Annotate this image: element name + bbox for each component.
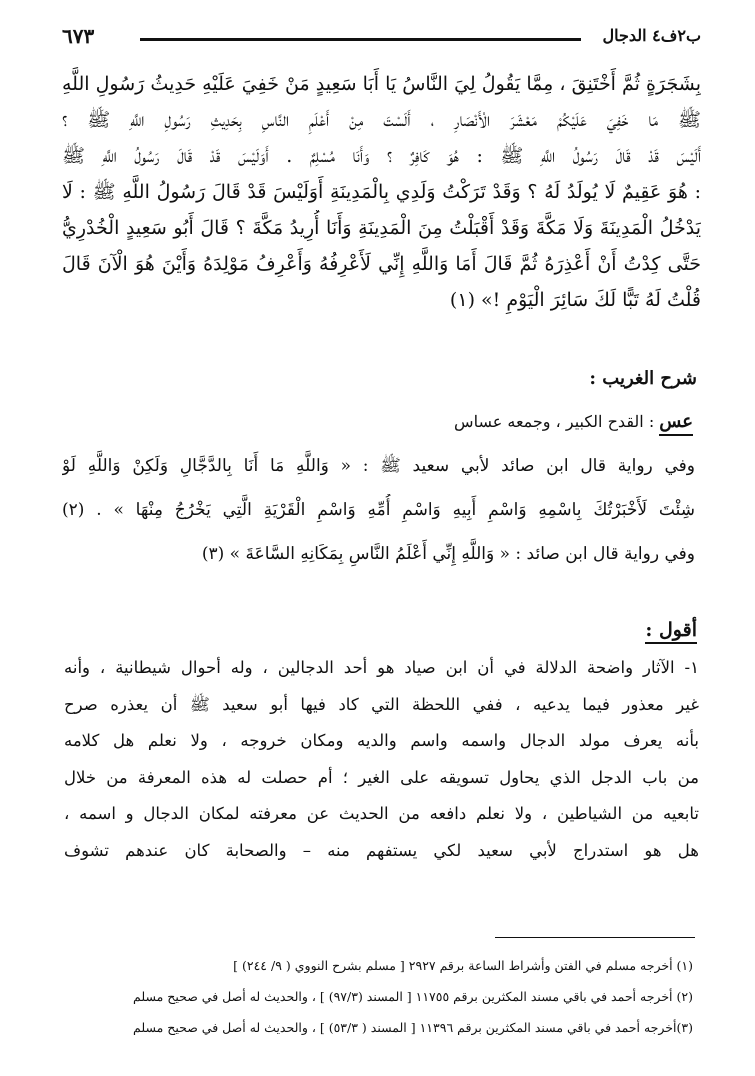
footnotes [62, 950, 693, 1043]
riwaya-line: وفي رواية قال ابن صائد لأبي سعيد ﷺ : « وَاللَّهِ مَا أَنَا بِالدَّجَّالِ وَلَكِنْ وَاللَّهِ لَوْ [62, 456, 695, 476]
footnote-separator [495, 937, 695, 938]
header-rule [140, 38, 581, 41]
chapter-title: ب٢ف٤ الدجال [602, 26, 701, 45]
page-number: ٦٧٣ [62, 24, 95, 48]
gharib-definition: : القدح الكبير ، وجمعه عساس [454, 412, 655, 431]
hadith-text [62, 66, 701, 318]
riwaya-line: وفي رواية قال ابن صائد : « وَاللَّهِ إِنِّي أَعْلَمُ النَّاسِ بِمَكَانِهِ السَّاعَةَ » (٣) [201, 544, 695, 564]
aqoul-text [64, 650, 699, 869]
hadith-line: حَتَّى كِدْتُ أَنْ أَعْذِرَهُ ثُمَّ قَالَ أَمَا وَاللَّهِ إِنِّي لَأَعْرِفُهُ وَأَعْرِفُ مَوْلِدَهُ وَأَيْنَ هُوَ الْآنَ قَالَ [62, 253, 701, 275]
hadith-line: ﷺ مَا خَفِيَ عَلَيْكُمْ مَعْشَرَ الْأَنْصَارِ ، أَلَسْتَ مِنْ أَعْلَمِ النَّاسِ بِحَدِيثِ رَسُولِ اللَّهِ ﷺ ؟ [62, 109, 701, 131]
hadith-line: بِشَجَرَةٍ ثُمَّ أَخْتَنِقَ ، مِمَّا يَقُولُ لِيَ النَّاسُ يَا أَبَا سَعِيدٍ مَنْ خَفِيَ عَلَيْهِ حَدِيثُ رَسُولِ اللَّهِ [62, 73, 701, 95]
aqoul-line: بأنه يعرف مولد الدجال واسمه واسم والديه ومكان خروجه ، ولا نعلم هل كلامه [64, 731, 699, 750]
hadith-line: : هُوَ عَقِيمٌ لَا يُولَدُ لَهُ ؟ وَقَدْ تَرَكْتُ وَلَدِي بِالْمَدِينَةِ أَوَلَيْسَ قَدْ قَالَ رَسُولُ اللَّهِ ﷺ : لَا [62, 181, 701, 203]
footnote: (٣)أخرجه أحمد في باقي مسند المكثرين برقم ١١٣٩٦ [ المسند ( ٥٣/٣) ] ، والحديث له أصل في صحيح مسلم [133, 1020, 693, 1035]
aqoul-line: من باب الدجل الذي يحاول تسويقه على الغير ؛ أم حصلت له هذه المعرفة من خلال [64, 767, 699, 787]
aqoul-line: هل هو استدراج لأبي سعيد لكي يستفهم منه – والصحابة كان عندهم تشوف [64, 840, 699, 860]
aqoul-line: غير معذور فيما يدعيه ، ففي اللحظة التي كاد فيها أبو سعيد ﷺ أن يعذره صرح [64, 694, 699, 714]
aqoul-line: تابعيه من الشياطين ، ولا نعلم دافعه من الحديث عن معرفته لمكان الدجال و اسمه ، [64, 804, 699, 823]
hadith-line: قُلْتُ لَهُ تَبًّا لَكَ سَائِرَ الْيَوْمِ !» (١) [449, 289, 701, 311]
footnote: (١) أخرجه مسلم في الفتن وأشراط الساعة برقم ٢٩٢٧ [ مسلم بشرح النووي ( ٩/ ٢٤٤) ] [233, 958, 693, 973]
sharh-heading: شرح الغريب : [589, 368, 697, 389]
riwaya-line: شِئْتَ لَأَخْبَرْتُكَ بِاسْمِهِ وَاسْمِ أَبِيهِ وَاسْمِ أُمِّهِ وَاسْمِ الْقَرْيَةِ الَّتِي يَخْرُجُ مِنْهَا » . (٢) [62, 500, 695, 520]
hadith-line: أَلَيْسَ قَدْ قَالَ رَسُولُ اللَّهِ ﷺ : هُوَ كَافِرٌ ؟ وَأَنَا مُسْلِمٌ . أَوَلَيْسَ قَدْ قَالَ رَسُولُ اللَّهِ ﷺ [62, 145, 701, 167]
gharib-term: عس [659, 411, 693, 436]
hadith-line: يَدْخُلُ الْمَدِينَةَ وَلَا مَكَّةَ وَقَدْ أَقْبَلْتُ مِنَ الْمَدِينَةِ وَأَنَا أُرِيدُ مَكَّةَ ؟ قَالَ أَبُو سَعِيدٍ الْخُدْرِيُّ [62, 217, 701, 239]
footnote: (٢) أخرجه أحمد في باقي مسند المكثرين برقم ١١٧٥٥ [ المسند (٩٧/٣) ] ، والحديث له أصل في صحيح مسلم [133, 989, 693, 1004]
gharib-entry [454, 408, 693, 436]
running-header [62, 22, 701, 56]
aqoul-heading: أقول : [645, 618, 697, 644]
aqoul-line: ١- الآثار واضحة الدلالة في أن ابن صياد هو أحد الدجالين ، وله أحوال شيطانية ، وأنه [64, 658, 699, 677]
